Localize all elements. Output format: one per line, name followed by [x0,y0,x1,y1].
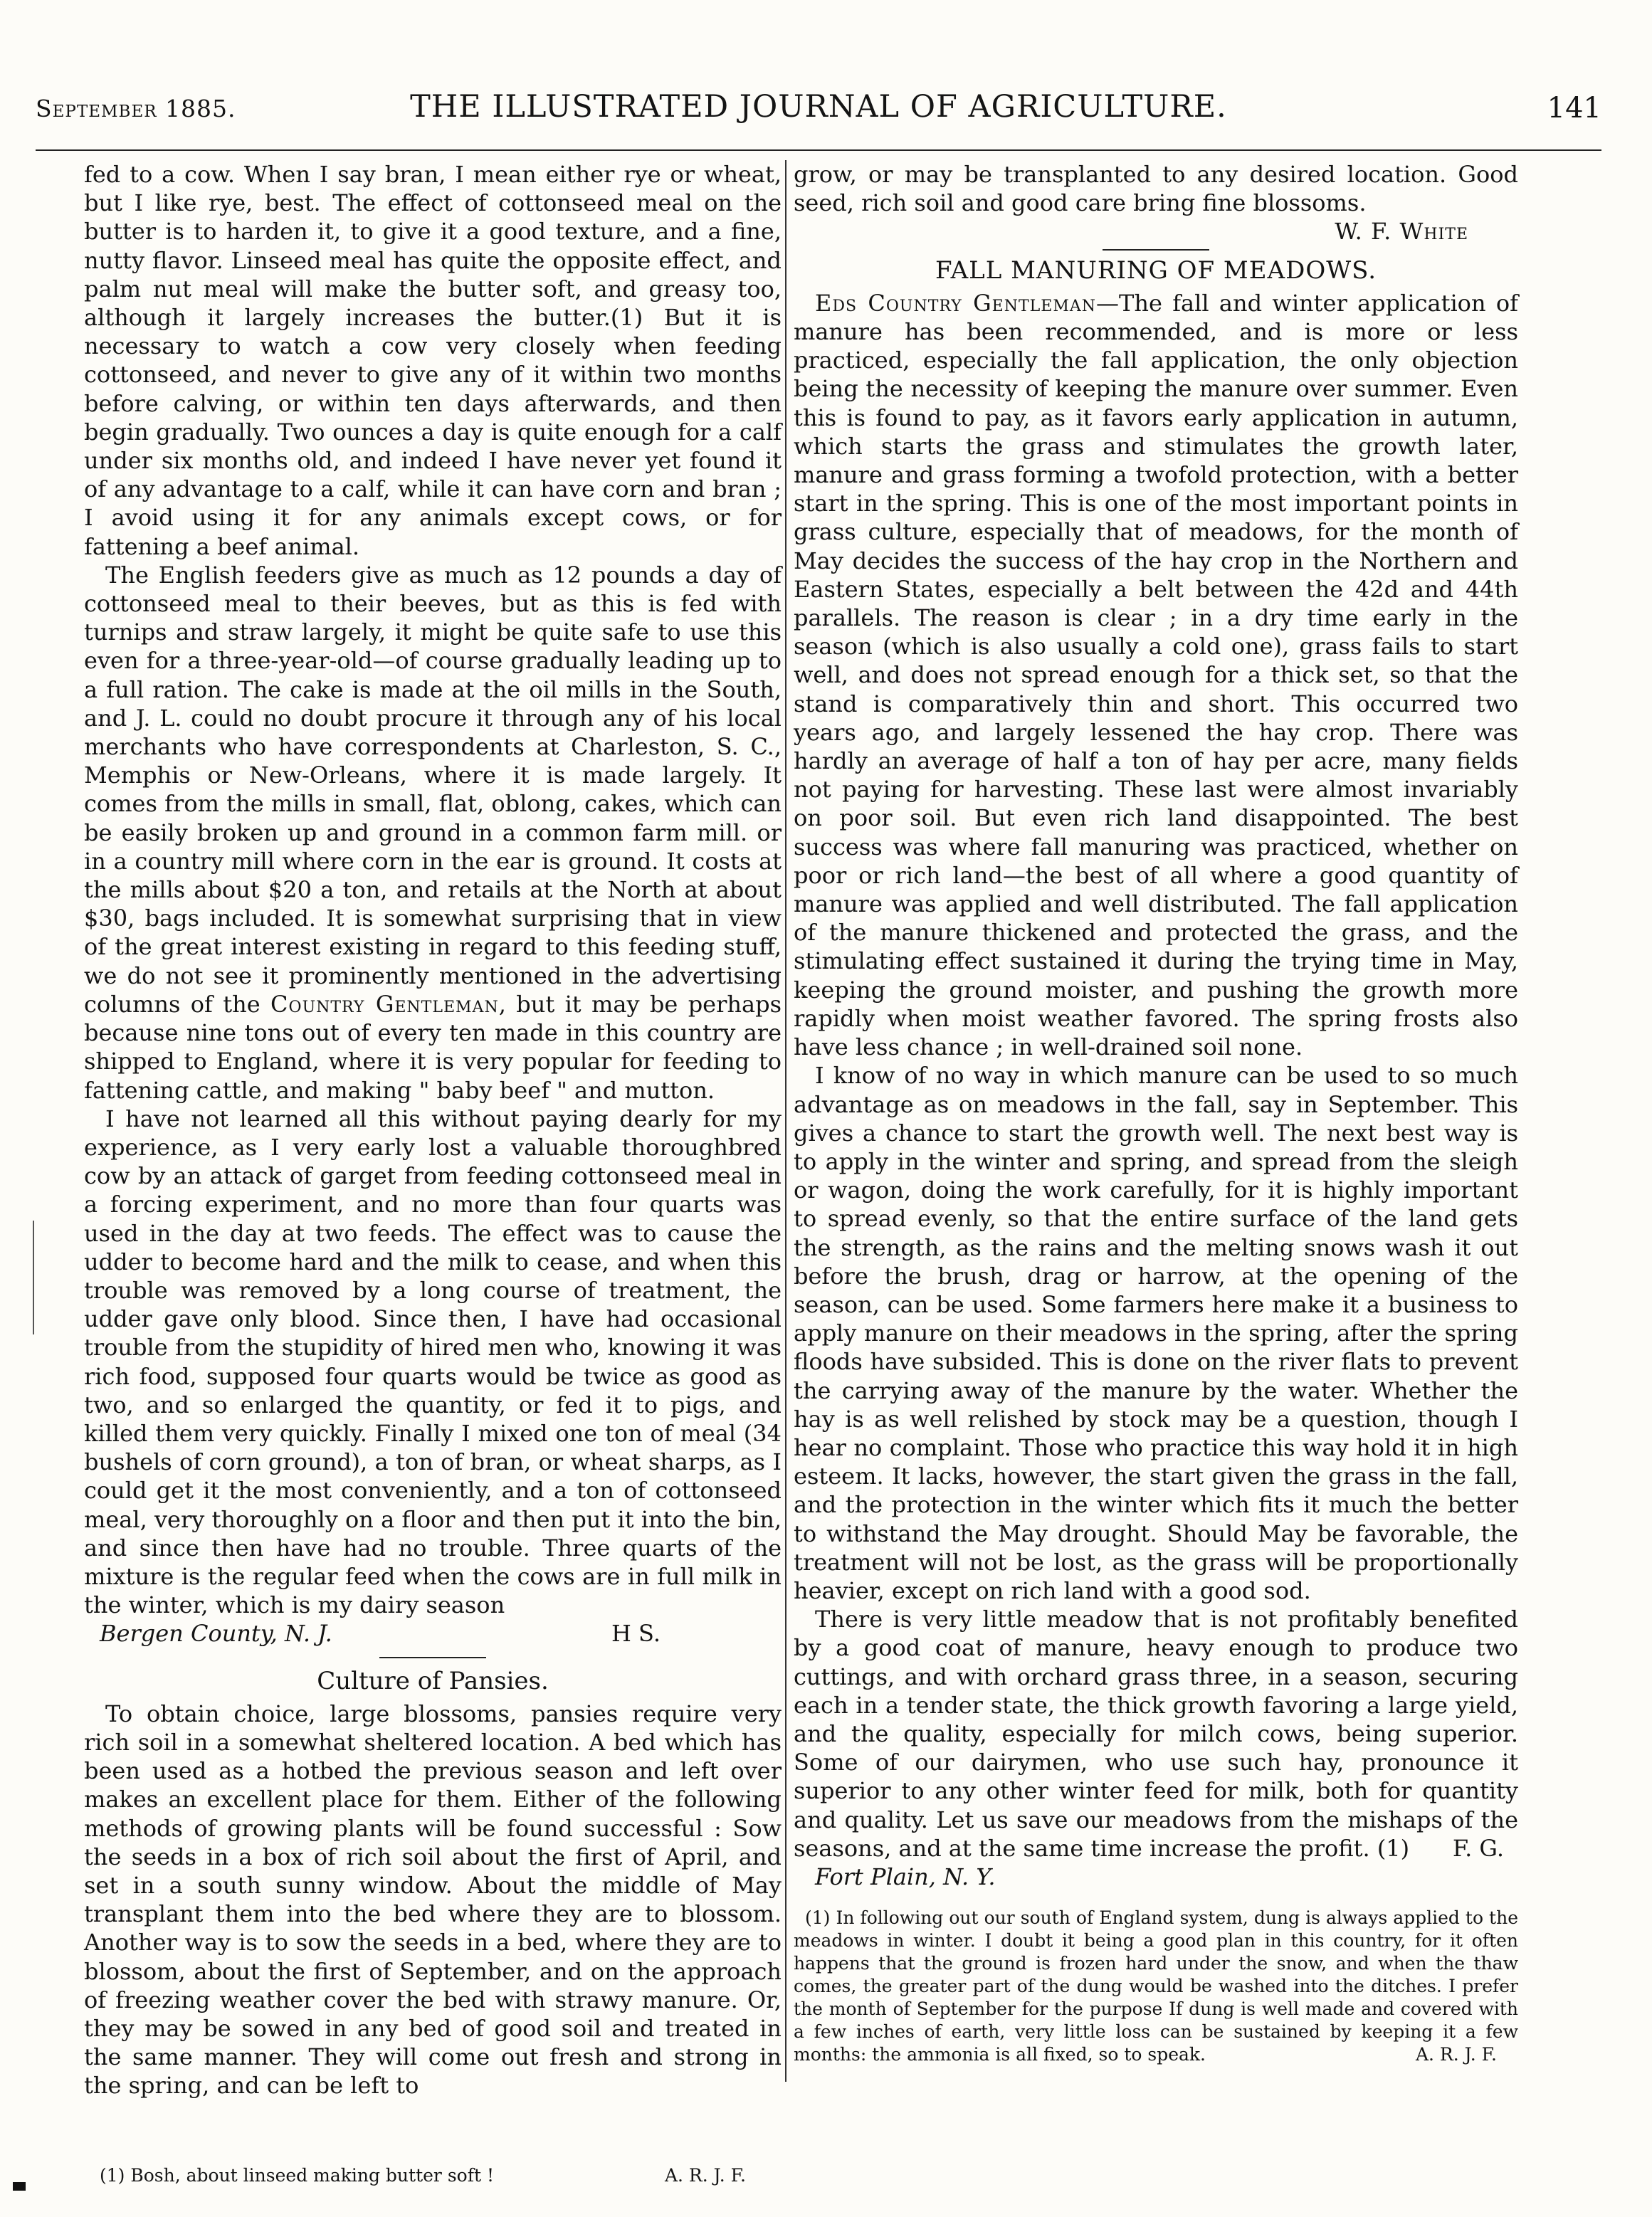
page-number: 141 [1547,92,1601,125]
manuring-paragraph-3-text: There is very little meadow that is not profitably benefited by a good coat of manure, heavy enough to produce two cuttings, and with orchard grass three, in a season, securing each in a tender state, the thick growth favoring a large yield, and the quality, especially for milch cows, being superior. Some of our dairymen, who use such hay, pronounce it superior to any other winter feed for milk, both for quantity and quality. Let us save our meadows from the mishaps of the seasons, and at the same time increase the profit. (1) [794,1606,1518,1862]
pansies-heading: Culture of Pansies. [317,1666,549,1695]
cottonseed-paragraph-3: I have not learned all this without paying dearly for my experience, as I very early lost a valuable thoroughbred cow by an attack of garget from feeding cottonseed meal in a forcing experiment, and no more than four quarts was used in the day at two feeds. The effect was to cause the udder to become hard and the milk to cease, and when this trouble was removed by a long course of treatment, the udder gave only blood. Since then, I have had occasional trouble from the stupidity of hired men who, knowing it was rich food, supposed four quarts would be twice as good as two, and so enlarged the quantity, or fed it to pigs, and killed them very quickly. Finally I mixed one ton of meal (34 bushels of corn ground), a ton of bran, or wheat sharps, as I could get it the most conveniently, and a ton of cottonseed meal, very thoroughly on a floor and then put it into the bin, and since then have had no trouble. Three quarts of the mixture is the regular feed when the cows are in full milk in the winter, which is my dairy season [84,1105,782,1619]
cottonseed-paragraph-2 [84,561,782,1105]
margin-mark [33,1221,34,1334]
cottonseed-place: Bergen County, N. J. [100,1620,332,1648]
pansies-continued: grow, or may be transplanted to any desired location. Good seed, rich soil and good care bring fine blossoms. [794,161,1518,217]
manuring-paragraph-2: I know of no way in which manure can be used to so much advantage as on meadows in the fall, say in September. This gives a chance to start the growth well. The next best way is to apply in the winter and spring, and spread from the sleigh or wagon, doing the work carefully, for it is highly important to spread evenly, so that the entire surface of the land gets the strength, as the rains and the melting snows wash it out before the brush, drag or harrow, at the opening of the season, can be used. Some farmers here make it a business to apply manure on their meadows in the spring, after the spring floods have subsided. This is done on the river flats to prevent the carrying away of the manure by the water. Whether the hay is as well relished by stock may be a question, though I hear no complaint. Those who practice this way hold it in high esteem. It lacks, however, the start given the grass in the fall, and the protection in the winter which fits it much the better to withstand the May drought. Should May be favorable, the treatment will not be lost, as the grass will be proportionally heavier, except on rich land with a good sod. [794,1062,1518,1604]
country-gentleman-name: Country Gentleman [270,990,499,1018]
manuring-footnote [794,1907,1518,2066]
left-column [84,160,782,2187]
header-rule [36,149,1601,151]
manuring-footnote-signature: A. R. J. F. [1415,2044,1497,2065]
pansies-paragraph: To obtain choice, large blossoms, pansies require very rich soil in a somewhat sheltered location. A bed which has been used as a hotbed the previous season and left over makes an excellent place for them. Either of the following methods of growing plants will be found successful : Sow the seeds in a box of rich soil about the first of April, and set in a south sunny window. About the middle of May transplant them into the bed where they are to blossom. Another way is to sow the seeds in a bed, where they are to blossom, about the first of September, and on the approach of freezing weather cover the bed with strawy manure. Or, they may be sowed in any bed of good soil and treated in the same manner. They will come out fresh and strong in the spring, and can be left to [84,1700,782,2100]
column-divider [785,160,786,2082]
right-column [794,160,1518,2066]
manuring-paragraph-1 [794,289,1518,1061]
linseed-footnote-signature: A. R. J. F. [664,2164,746,2186]
manuring-initials: F. G. [1452,1834,1504,1862]
manuring-footnote-body: (1) In following out our south of England system, dung is always applied to the meadows in winter. I doubt it being a good plan in this country, for it often happens that the ground is frozen hard under the snow, and when the thaw comes, the greater part of the dung would be washed into the ditches. I prefer the month of September for the purpose If dung is well made and covered with a few inches of earth, very little loss can be sustained by keeping it a few months: the ammonia is all fixed, so to speak. [794,1907,1518,2065]
editors-salutation: Eds Country Gentleman [815,289,1096,317]
issue-date: September 1885. [36,95,236,122]
manuring-footnote-text [794,1907,1518,2066]
section-divider [379,1657,486,1658]
pansies-author: W. F. White [1335,218,1468,246]
manuring-place: Fort Plain, N. Y. [815,1863,996,1890]
cottonseed-paragraph-2-start: The English feeders give as much as 12 pounds a day of cottonseed meal to their beeves, but as this is fed with turnips and straw largely, it might be quite safe to use this even for a three-year-old—of course gradually leading up to a full ration. The cake is made at the oil mills in the South, and J. L. could no doubt procure it through any of his local merchants who have correspondents at Charleston, S. C., Memphis or New-Orleans, where it is made largely. It comes from the mills in small, flat, oblong, cakes, which can be easily broken up and ground in a common farm mill. or in a country mill where corn in the ear is ground. It costs at the mills about $20 a ton, and retails at the North at about $30, bags included. It is somewhat surprising that in view of the great interest existing in regard to this feeding stuff, we do not see it prominently mentioned in the advertising columns of the [84,561,782,1018]
linseed-footnote [84,2164,782,2187]
cottonseed-paragraph-1: fed to a cow. When I say bran, I mean either rye or wheat, but I like rye, best. The effect of cottonseed meal on the butter is to harden it, to give it a good texture, and a fine, nutty flavor. Linseed meal has quite the opposite effect, and palm nut meal will make the butter soft, and greasy too, although it largely increases the butter.(1) But it is necessary to watch a cow very closely when feeding cottonseed, and never to give any of it within two months before calving, or within ten days afterwards, and then begin gradually. Two ounces a day is quite enough for a calf under six months old, and indeed I have never yet found it of any advantage to a calf, while it can have corn and bran ; I avoid using it for any animals except cows, or for fattening a beef animal. [84,161,782,560]
cottonseed-paragraph-2-end: , but it may be perhaps because nine tons out of every ten made in this country are shipped to England, where it is very popular for feeding to fattening cattle, and making " baby beef " and mutton. [84,990,782,1104]
cottonseed-signature [84,1619,782,1648]
manuring-paragraph-3 [794,1605,1518,1863]
manuring-paragraph-1-text: —The fall and winter application of manure has been recommended, and is more or less practiced, especially the fall application, the only objection being the necessity of keeping the manure over summer. Even this is found to pay, as it favors early application in autumn, which starts the grass and stimulates the growth later, manure and grass forming a twofold protection, with a better start in the spring. This is one of the most important points in grass culture, especially that of meadows, for the month of May decides the success of the hay crop in the Northern and Eastern States, especially a belt between the 42d and 44th parallels. The reason is clear ; in a dry time early in the season (which is also usually a cold one), grass fails to start well, and does not spread enough for a thick set, so that the stand is comparatively thin and short. This occurred two years ago, and largely lessened the hay crop. There was hardly an average of half a ton of hay per acre, many fields not paying for harvesting. These last were almost invariably on poor soil. But even rich land disappointed. The best success was where fall manuring was practiced, whether on poor or rich land—the best of all where a good quantity of manure was applied and well distributed. The fall application of the manure thickened and protected the grass, and the stimulating effect sustained it during the trying time in May, keeping the ground moister, and pushing the growth more rapidly when moist weather favored. The spring frosts also have less chance ; in well-drained soil none. [794,289,1518,1061]
page-header [36,89,1601,132]
page-edge-mark [13,2182,26,2191]
journal-title: THE ILLUSTRATED JOURNAL OF AGRICULTURE. [410,89,1227,125]
section-divider-right [1103,249,1209,251]
linseed-footnote-text: (1) Bosh, about linseed making butter soft ! [100,2164,494,2186]
manuring-heading: FALL MANURING OF MEADOWS. [935,256,1377,285]
cottonseed-author: H S. [611,1620,661,1648]
